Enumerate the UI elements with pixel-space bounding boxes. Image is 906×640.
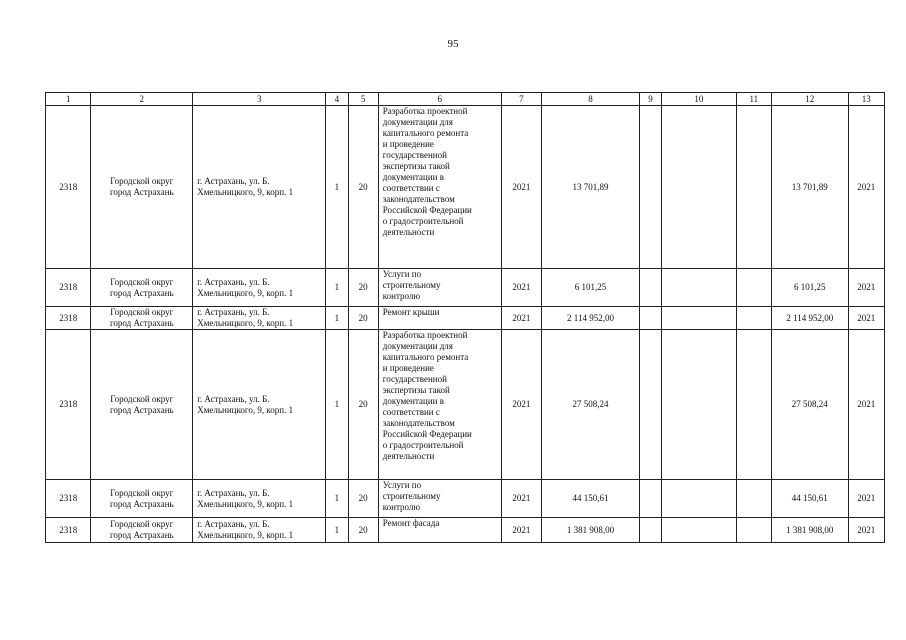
cell-id: 2318 bbox=[46, 106, 91, 269]
cell-col4: 1 bbox=[326, 106, 348, 269]
cell-cost: 13 701,89 bbox=[542, 106, 640, 269]
cell-cost: 6 101,25 bbox=[542, 269, 640, 307]
cell-work-type-line: документации для bbox=[382, 341, 453, 351]
cell-work-type-line: строительному bbox=[382, 491, 441, 501]
cell-municipality bbox=[91, 269, 193, 307]
cell-year: 2021 bbox=[501, 106, 541, 269]
cell-work-type bbox=[378, 269, 501, 307]
cell-col5: 20 bbox=[348, 106, 378, 269]
cell-municipality-line: Городской округ bbox=[110, 307, 174, 317]
cell-address-line: Хмельницкого, 9, корп. 1 bbox=[197, 287, 294, 298]
cell-work-type-line: контролю bbox=[382, 291, 421, 301]
table-body bbox=[46, 106, 885, 543]
table-row bbox=[46, 106, 885, 269]
column-number: 1 bbox=[46, 93, 91, 106]
cell-work-type-line: и проведение bbox=[382, 139, 434, 149]
column-number: 5 bbox=[348, 93, 378, 106]
column-number: 8 bbox=[542, 93, 640, 106]
cell-work-type-line: государственной bbox=[382, 150, 447, 160]
cell-work-type-line: экспертизы такой bbox=[382, 161, 450, 171]
cell-address bbox=[193, 330, 326, 480]
cell-municipality bbox=[91, 106, 193, 269]
cell-id: 2318 bbox=[46, 307, 91, 330]
page-number: 95 bbox=[447, 38, 459, 50]
cell-col9 bbox=[639, 307, 661, 330]
cell-col9 bbox=[639, 518, 661, 543]
column-number: 3 bbox=[193, 93, 326, 106]
cell-work-type-line: соответствии с bbox=[382, 407, 440, 417]
cell-work-type-line: документации для bbox=[382, 117, 453, 127]
cell-col11 bbox=[736, 106, 771, 269]
cell-address-line: г. Астрахань, ул. Б. bbox=[197, 487, 270, 498]
cell-address-line: Хмельницкого, 9, корп. 1 bbox=[197, 404, 294, 415]
cell-col5: 20 bbox=[348, 307, 378, 330]
cell-work-type-line: Ремонт крыши bbox=[382, 307, 440, 317]
column-number: 13 bbox=[848, 93, 884, 106]
cell-cost: 1 381 908,00 bbox=[542, 518, 640, 543]
cell-work-type-line: Услуги по bbox=[382, 269, 422, 279]
cell-municipality bbox=[91, 307, 193, 330]
table-header bbox=[46, 93, 885, 106]
cell-work-type-line: законодательством bbox=[382, 418, 455, 428]
cell-municipality-line: Городской округ bbox=[110, 393, 174, 404]
cell-col10 bbox=[662, 518, 737, 543]
cell-address-line: Хмельницкого, 9, корп. 1 bbox=[197, 187, 294, 197]
cell-col9 bbox=[639, 480, 661, 518]
cell-col4: 1 bbox=[326, 330, 348, 480]
cell-col5: 20 bbox=[348, 330, 378, 480]
cell-municipality bbox=[91, 330, 193, 480]
cell-cost: 2 114 952,00 bbox=[542, 307, 640, 330]
table-row bbox=[46, 269, 885, 307]
cell-id: 2318 bbox=[46, 330, 91, 480]
table-row bbox=[46, 307, 885, 330]
cell-work-type-line: и проведение bbox=[382, 363, 434, 373]
column-number: 12 bbox=[771, 93, 848, 106]
cell-address bbox=[193, 307, 326, 330]
cell-col9 bbox=[639, 106, 661, 269]
cell-col5: 20 bbox=[348, 269, 378, 307]
cell-work-type-line: законодательством bbox=[382, 194, 455, 204]
cell-col11 bbox=[736, 269, 771, 307]
cell-work-type bbox=[378, 330, 501, 480]
cell-total: 44 150,61 bbox=[771, 480, 848, 518]
cell-total: 2 114 952,00 bbox=[771, 307, 848, 330]
column-number: 4 bbox=[326, 93, 348, 106]
cell-cost: 44 150,61 bbox=[542, 480, 640, 518]
cell-municipality-line: город Астрахань bbox=[109, 498, 174, 509]
cell-work-type-line: Ремонт фасада bbox=[382, 518, 440, 528]
cell-col4: 1 bbox=[326, 269, 348, 307]
cell-address-line: г. Астрахань, ул. Б. bbox=[197, 276, 270, 287]
cell-year: 2021 bbox=[501, 518, 541, 543]
cell-municipality bbox=[91, 518, 193, 543]
cell-end-year: 2021 bbox=[848, 480, 884, 518]
column-number: 9 bbox=[639, 93, 661, 106]
cell-work-type-line: деятельности bbox=[382, 451, 435, 461]
table-row bbox=[46, 518, 885, 543]
cell-work-type-line: деятельности bbox=[382, 227, 435, 237]
cell-work-type-line: капитального ремонта bbox=[382, 128, 469, 138]
cell-work-type-line: документации в bbox=[382, 396, 444, 406]
cell-work-type-line: Разработка проектной bbox=[382, 330, 468, 340]
cell-work-type-line: Российской Федерации bbox=[382, 205, 472, 215]
column-number: 11 bbox=[736, 93, 771, 106]
cell-col10 bbox=[662, 307, 737, 330]
cell-work-type-line: капитального ремонта bbox=[382, 352, 469, 362]
repair-register-table bbox=[45, 92, 885, 543]
cell-end-year: 2021 bbox=[848, 106, 884, 269]
cell-municipality-line: Городской округ bbox=[110, 176, 174, 186]
cell-id: 2318 bbox=[46, 269, 91, 307]
table-row bbox=[46, 480, 885, 518]
cell-municipality-line: город Астрахань bbox=[109, 318, 174, 328]
cell-col10 bbox=[662, 330, 737, 480]
cell-year: 2021 bbox=[501, 307, 541, 330]
cell-work-type-line: Услуги по bbox=[382, 480, 422, 490]
cell-work-type bbox=[378, 307, 501, 330]
cell-col9 bbox=[639, 269, 661, 307]
cell-work-type-line: контролю bbox=[382, 502, 421, 512]
cell-address-line: г. Астрахань, ул. Б. bbox=[197, 393, 270, 404]
cell-year: 2021 bbox=[501, 330, 541, 480]
cell-col4: 1 bbox=[326, 480, 348, 518]
cell-total: 6 101,25 bbox=[771, 269, 848, 307]
cell-work-type-line: экспертизы такой bbox=[382, 385, 450, 395]
cell-address-line: г. Астрахань, ул. Б. bbox=[197, 307, 270, 317]
cell-end-year: 2021 bbox=[848, 330, 884, 480]
cell-municipality-line: город Астрахань bbox=[109, 530, 174, 540]
cell-end-year: 2021 bbox=[848, 307, 884, 330]
cell-address-line: г. Астрахань, ул. Б. bbox=[197, 519, 270, 529]
cell-address bbox=[193, 106, 326, 269]
cell-address-line: Хмельницкого, 9, корп. 1 bbox=[197, 318, 294, 328]
cell-work-type-line: строительному bbox=[382, 280, 441, 290]
cell-address-line: Хмельницкого, 9, корп. 1 bbox=[197, 498, 294, 509]
cell-col10 bbox=[662, 480, 737, 518]
cell-work-type-line: о градостроительной bbox=[382, 440, 464, 450]
column-number: 7 bbox=[501, 93, 541, 106]
cell-work-type-line: Российской Федерации bbox=[382, 429, 472, 439]
cell-address bbox=[193, 269, 326, 307]
cell-work-type-line: о градостроительной bbox=[382, 216, 464, 226]
cell-col11 bbox=[736, 480, 771, 518]
cell-total: 13 701,89 bbox=[771, 106, 848, 269]
cell-address bbox=[193, 518, 326, 543]
cell-municipality bbox=[91, 480, 193, 518]
cell-col10 bbox=[662, 269, 737, 307]
cell-work-type bbox=[378, 106, 501, 269]
column-number: 10 bbox=[662, 93, 737, 106]
cell-year: 2021 bbox=[501, 480, 541, 518]
cell-col4: 1 bbox=[326, 307, 348, 330]
cell-work-type-line: Разработка проектной bbox=[382, 106, 468, 116]
cell-municipality-line: Городской округ bbox=[110, 487, 174, 498]
cell-municipality-line: город Астрахань bbox=[109, 404, 174, 415]
cell-end-year: 2021 bbox=[848, 269, 884, 307]
cell-work-type-line: соответствии с bbox=[382, 183, 440, 193]
cell-work-type-line: документации в bbox=[382, 172, 444, 182]
cell-total: 1 381 908,00 bbox=[771, 518, 848, 543]
cell-col9 bbox=[639, 330, 661, 480]
cell-col10 bbox=[662, 106, 737, 269]
cell-municipality-line: город Астрахань bbox=[109, 287, 174, 298]
cell-municipality-line: Городской округ bbox=[110, 276, 174, 287]
column-number: 6 bbox=[378, 93, 501, 106]
cell-col11 bbox=[736, 307, 771, 330]
cell-col5: 20 bbox=[348, 518, 378, 543]
cell-id: 2318 bbox=[46, 480, 91, 518]
cell-address-line: Хмельницкого, 9, корп. 1 bbox=[197, 530, 294, 540]
cell-end-year: 2021 bbox=[848, 518, 884, 543]
cell-municipality-line: Городской округ bbox=[110, 519, 174, 529]
cell-municipality-line: город Астрахань bbox=[109, 187, 174, 197]
cell-col5: 20 bbox=[348, 480, 378, 518]
cell-col11 bbox=[736, 330, 771, 480]
cell-address-line: г. Астрахань, ул. Б. bbox=[197, 176, 270, 186]
cell-id: 2318 bbox=[46, 518, 91, 543]
cell-col4: 1 bbox=[326, 518, 348, 543]
cell-work-type bbox=[378, 518, 501, 543]
column-number: 2 bbox=[91, 93, 193, 106]
column-number-row bbox=[46, 93, 885, 106]
cell-work-type-line: государственной bbox=[382, 374, 447, 384]
cell-cost: 27 508,24 bbox=[542, 330, 640, 480]
cell-total: 27 508,24 bbox=[771, 330, 848, 480]
cell-work-type bbox=[378, 480, 501, 518]
cell-col11 bbox=[736, 518, 771, 543]
cell-address bbox=[193, 480, 326, 518]
table-row bbox=[46, 330, 885, 480]
cell-year: 2021 bbox=[501, 269, 541, 307]
